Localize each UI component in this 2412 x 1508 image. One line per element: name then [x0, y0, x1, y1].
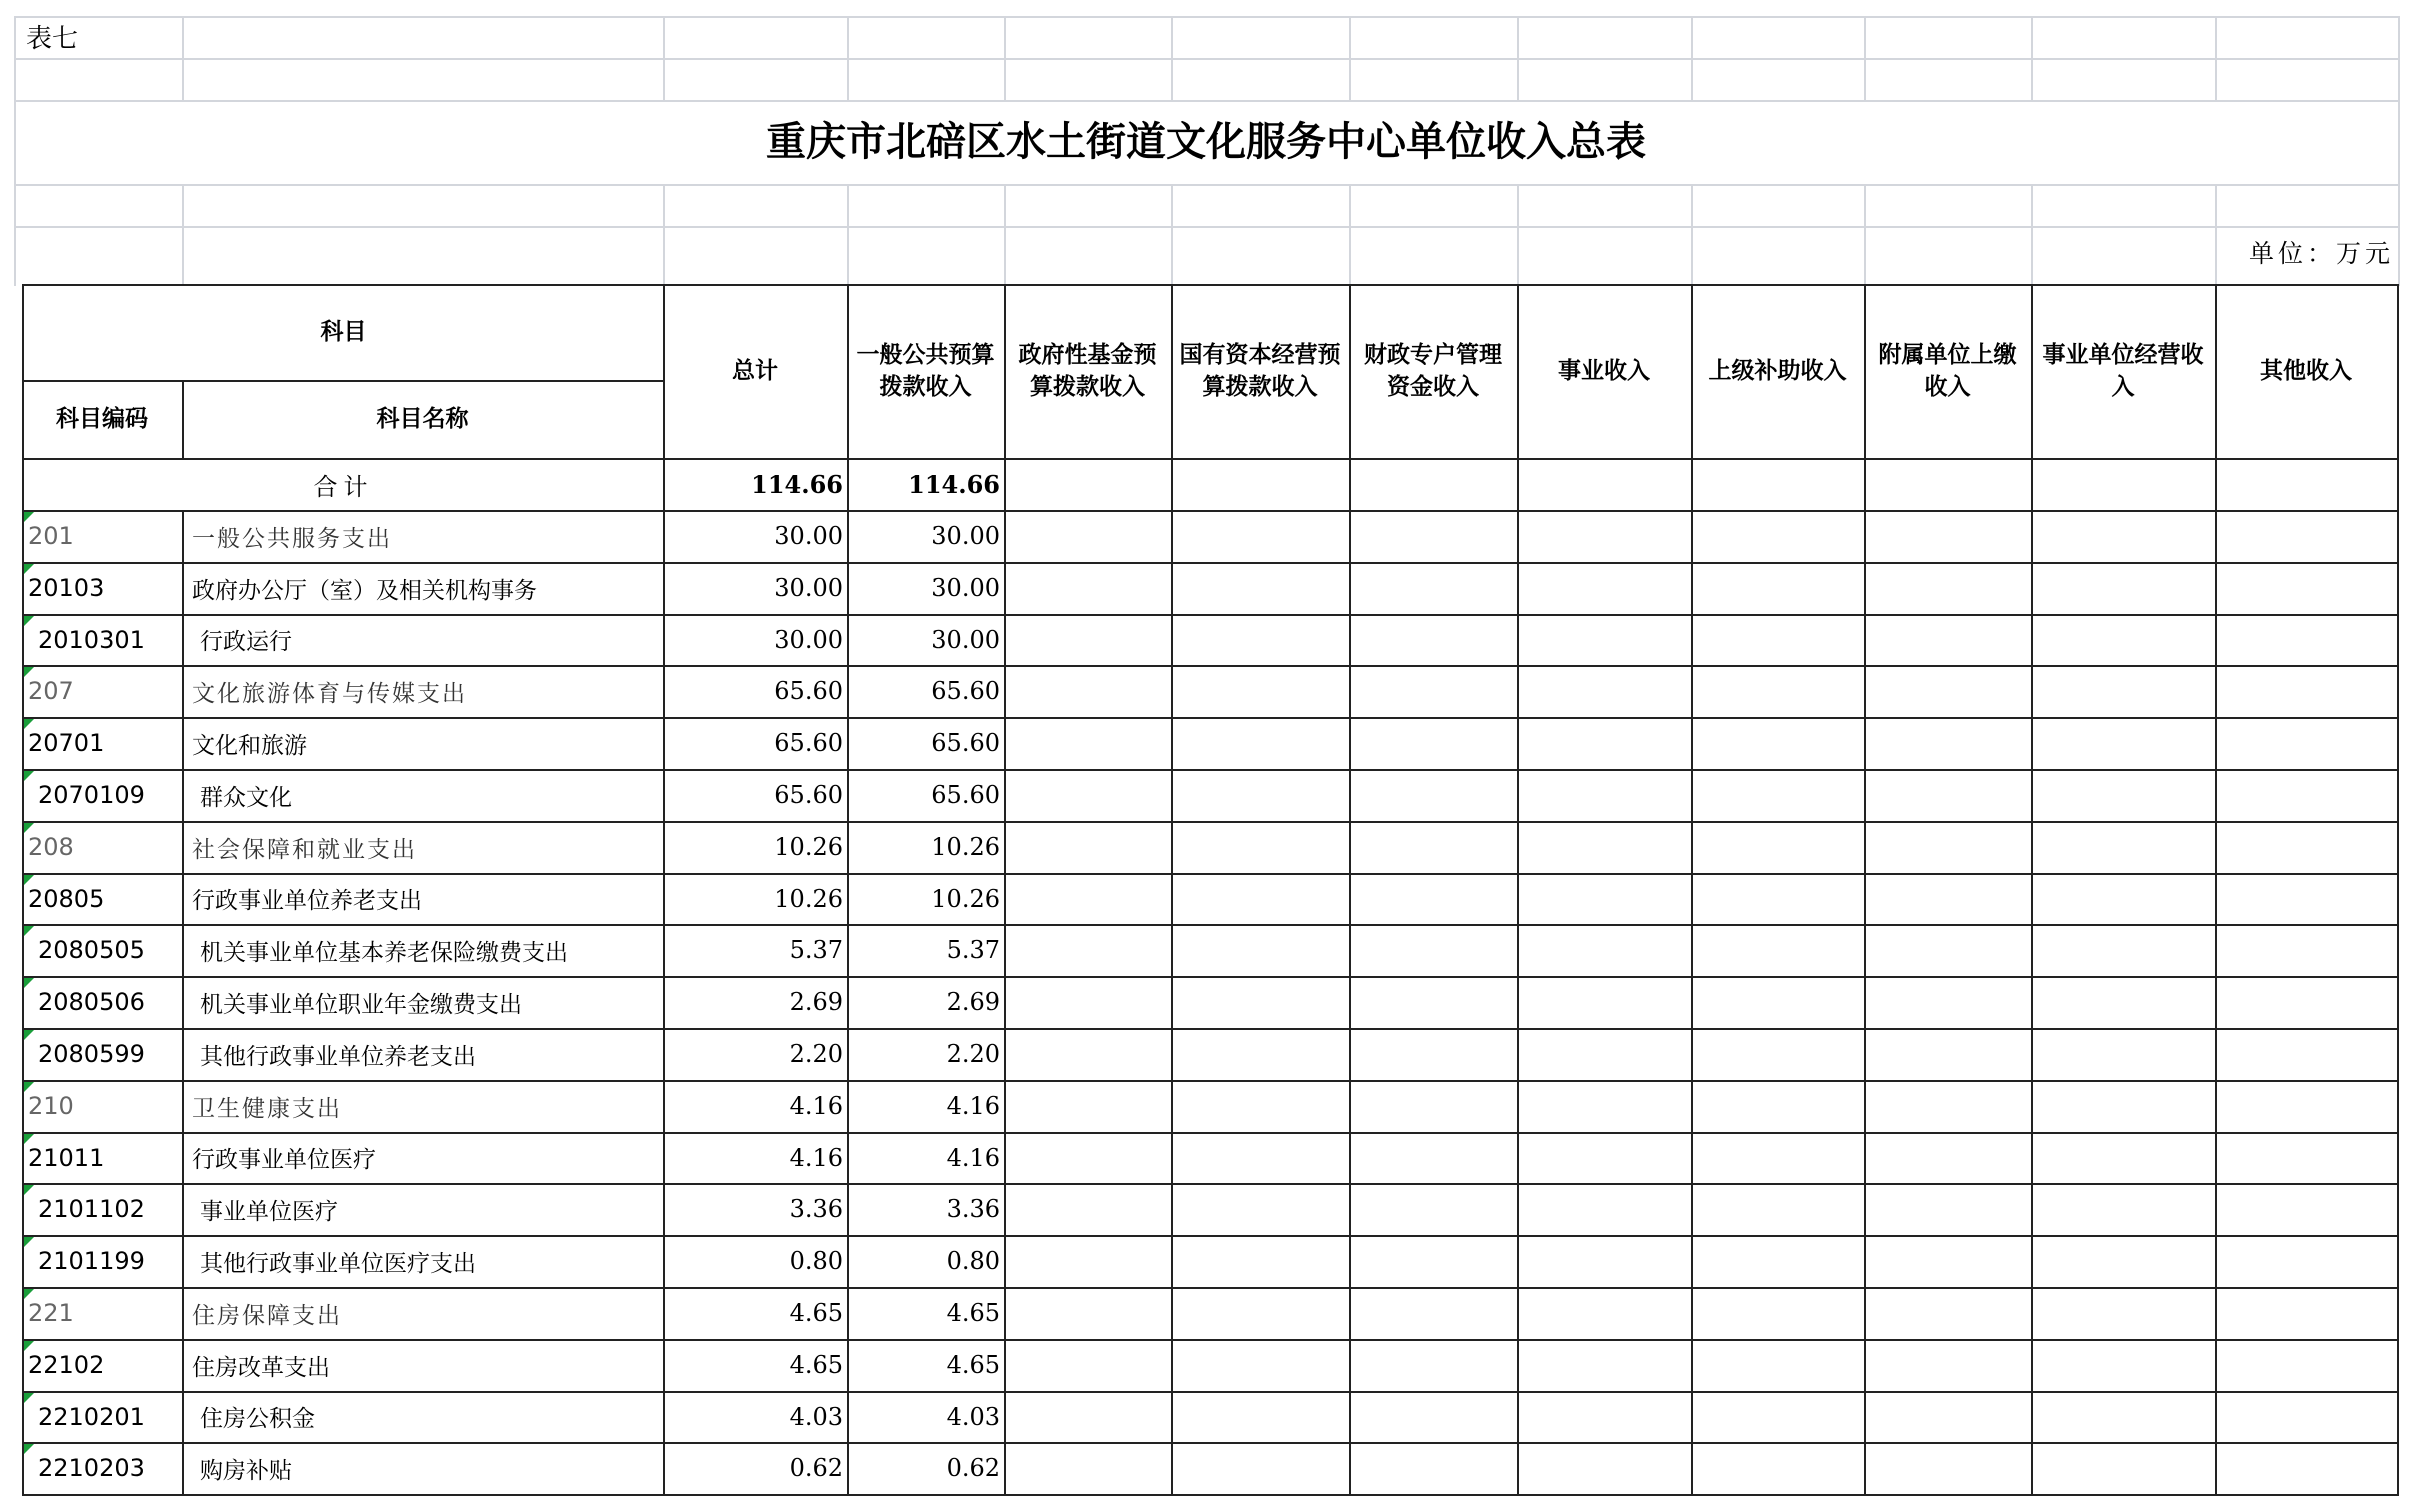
header-general-budget: 一般公共预算拨款收入 [856, 342, 995, 400]
table-row [22, 717, 2399, 769]
total-amount: 2.20 [789, 1040, 843, 1068]
subject-code: 20103 [28, 574, 105, 602]
subject-code: 2080506 [38, 988, 145, 1016]
header-state-capital: 国有资本经营预算拨款收入 [1179, 342, 1341, 400]
subject-code: 2101102 [38, 1195, 145, 1223]
subject-code: 207 [28, 677, 74, 705]
general-budget-amount: 30.00 [931, 522, 1000, 550]
total-amount: 4.16 [789, 1143, 843, 1172]
header-subject-code: 科目编码 [56, 406, 148, 432]
general-budget-amount: 10.26 [931, 833, 1000, 861]
header-affiliate-payment: 附属单位上缴收入 [1878, 342, 2017, 400]
general-budget-amount: 30.00 [931, 625, 1000, 654]
header-subject: 科目 [320, 319, 367, 345]
general-budget-amount: 2.20 [946, 1040, 1000, 1068]
general-budget-amount: 4.65 [946, 1299, 1000, 1327]
general-budget-amount: 30.00 [931, 574, 1000, 602]
total-amount: 30.00 [774, 625, 843, 654]
total-label: 合计 [313, 472, 374, 501]
subject-code: 2070109 [38, 781, 145, 809]
total-amount: 4.65 [789, 1299, 843, 1327]
table-row [22, 1028, 2399, 1080]
total-amount: 65.60 [774, 781, 843, 809]
subject-name: 其他行政事业单位医疗支出 [200, 1250, 476, 1277]
subject-code: 2210201 [38, 1402, 145, 1431]
table-row [22, 976, 2399, 1028]
subject-name: 行政事业单位养老支出 [192, 888, 422, 914]
sheet-label: 表七 [26, 24, 79, 54]
header-operating-income: 事业单位经营收入 [2042, 342, 2204, 400]
header-total: 总计 [732, 358, 778, 384]
subject-code: 2080599 [38, 1040, 145, 1068]
subject-code: 20701 [28, 729, 105, 757]
row-divider [22, 1494, 2399, 1496]
table-row [22, 924, 2399, 976]
table-row [22, 1287, 2399, 1339]
subject-code: 2010301 [38, 625, 145, 654]
subject-name: 群众文化 [200, 784, 292, 811]
total-row [22, 458, 2399, 510]
table-row [22, 821, 2399, 873]
total-amount: 5.37 [789, 936, 843, 964]
subject-name: 文化和旅游 [192, 732, 307, 759]
total-amount: 0.62 [789, 1454, 843, 1482]
total-amount: 10.26 [774, 884, 843, 913]
subject-name: 机关事业单位职业年金缴费支出 [200, 991, 522, 1018]
general-budget-amount: 0.80 [946, 1247, 1000, 1275]
subject-name: 一般公共服务支出 [192, 525, 392, 552]
total-amount: 3.36 [789, 1195, 843, 1223]
general-budget-amount: 2.69 [946, 988, 1000, 1016]
table-row [22, 1132, 2399, 1183]
table-row [22, 665, 2399, 717]
subject-name: 卫生健康支出 [192, 1095, 342, 1122]
subject-code: 2080505 [38, 936, 145, 964]
subject-name: 行政运行 [200, 629, 292, 655]
table-row [22, 1235, 2399, 1287]
header-gov-fund: 政府性基金预算拨款收入 [1018, 342, 1157, 400]
subject-code: 2101199 [38, 1247, 145, 1275]
general-budget-amount: 65.60 [931, 781, 1000, 809]
header-other-income: 其他收入 [2260, 358, 2352, 384]
table-row [22, 562, 2399, 614]
total-amount: 30.00 [774, 522, 843, 550]
total-amount: 65.60 [774, 677, 843, 705]
total-amount: 4.65 [789, 1351, 843, 1379]
general-budget-amount: 5.37 [946, 936, 1000, 964]
table-row [22, 510, 2399, 562]
general-budget-amount: 4.16 [946, 1092, 1000, 1120]
total-amount: 4.03 [789, 1402, 843, 1431]
table-row [22, 1339, 2399, 1391]
general-budget-amount: 65.60 [931, 729, 1000, 757]
subject-code: 20805 [28, 884, 105, 913]
header-subject-name: 科目名称 [376, 406, 469, 432]
subject-name: 住房公积金 [200, 1406, 315, 1432]
subject-code: 22102 [28, 1351, 105, 1379]
header-fiscal-special: 财政专户管理资金收入 [1364, 342, 1502, 400]
general-budget-amount: 0.62 [946, 1454, 1000, 1482]
subject-code: 221 [28, 1299, 74, 1327]
table-row [22, 873, 2399, 924]
table-row [22, 1183, 2399, 1235]
table-row [22, 1080, 2399, 1132]
subject-name: 机关事业单位基本养老保险缴费支出 [200, 939, 568, 966]
header-business-income: 事业收入 [1558, 358, 1650, 384]
total-amount: 30.00 [774, 574, 843, 602]
subject-code: 201 [28, 522, 74, 550]
subject-name: 文化旅游体育与传媒支出 [192, 680, 467, 707]
subject-name: 其他行政事业单位养老支出 [200, 1043, 476, 1070]
subject-name: 住房改革支出 [192, 1354, 330, 1381]
subject-name: 社会保障和就业支出 [192, 836, 417, 863]
general-budget-amount: 4.65 [946, 1351, 1000, 1379]
header-superior-subsidy: 上级补助收入 [1708, 358, 1847, 384]
total-amount: 65.60 [774, 729, 843, 757]
subject-name: 行政事业单位医疗 [192, 1147, 376, 1173]
subject-code: 2210203 [38, 1454, 145, 1482]
table-row [22, 614, 2399, 665]
table-row [22, 769, 2399, 821]
subject-name: 政府办公厅（室）及相关机构事务 [192, 577, 537, 604]
table-row [22, 1442, 2399, 1494]
total-amount: 114.66 [751, 469, 843, 499]
total-general-budget: 114.66 [908, 469, 1000, 499]
subject-code: 208 [28, 833, 74, 861]
page-title: 重庆市北碚区水土街道文化服务中心单位收入总表 [766, 118, 1646, 165]
total-amount: 4.16 [789, 1092, 843, 1120]
subject-name: 事业单位医疗 [200, 1198, 338, 1225]
general-budget-amount: 4.16 [946, 1143, 1000, 1172]
total-amount: 0.80 [789, 1247, 843, 1275]
subject-name: 住房保障支出 [192, 1302, 342, 1329]
subject-code: 210 [28, 1092, 74, 1120]
subject-code: 21011 [28, 1143, 105, 1172]
general-budget-amount: 4.03 [946, 1402, 1000, 1431]
unit-label: 单位：万元 [2248, 239, 2394, 268]
subject-name: 购房补贴 [200, 1457, 292, 1484]
general-budget-amount: 10.26 [931, 884, 1000, 913]
table-row [22, 1391, 2399, 1442]
general-budget-amount: 65.60 [931, 677, 1000, 705]
total-amount: 10.26 [774, 833, 843, 861]
general-budget-amount: 3.36 [946, 1195, 1000, 1223]
total-amount: 2.69 [789, 988, 843, 1016]
